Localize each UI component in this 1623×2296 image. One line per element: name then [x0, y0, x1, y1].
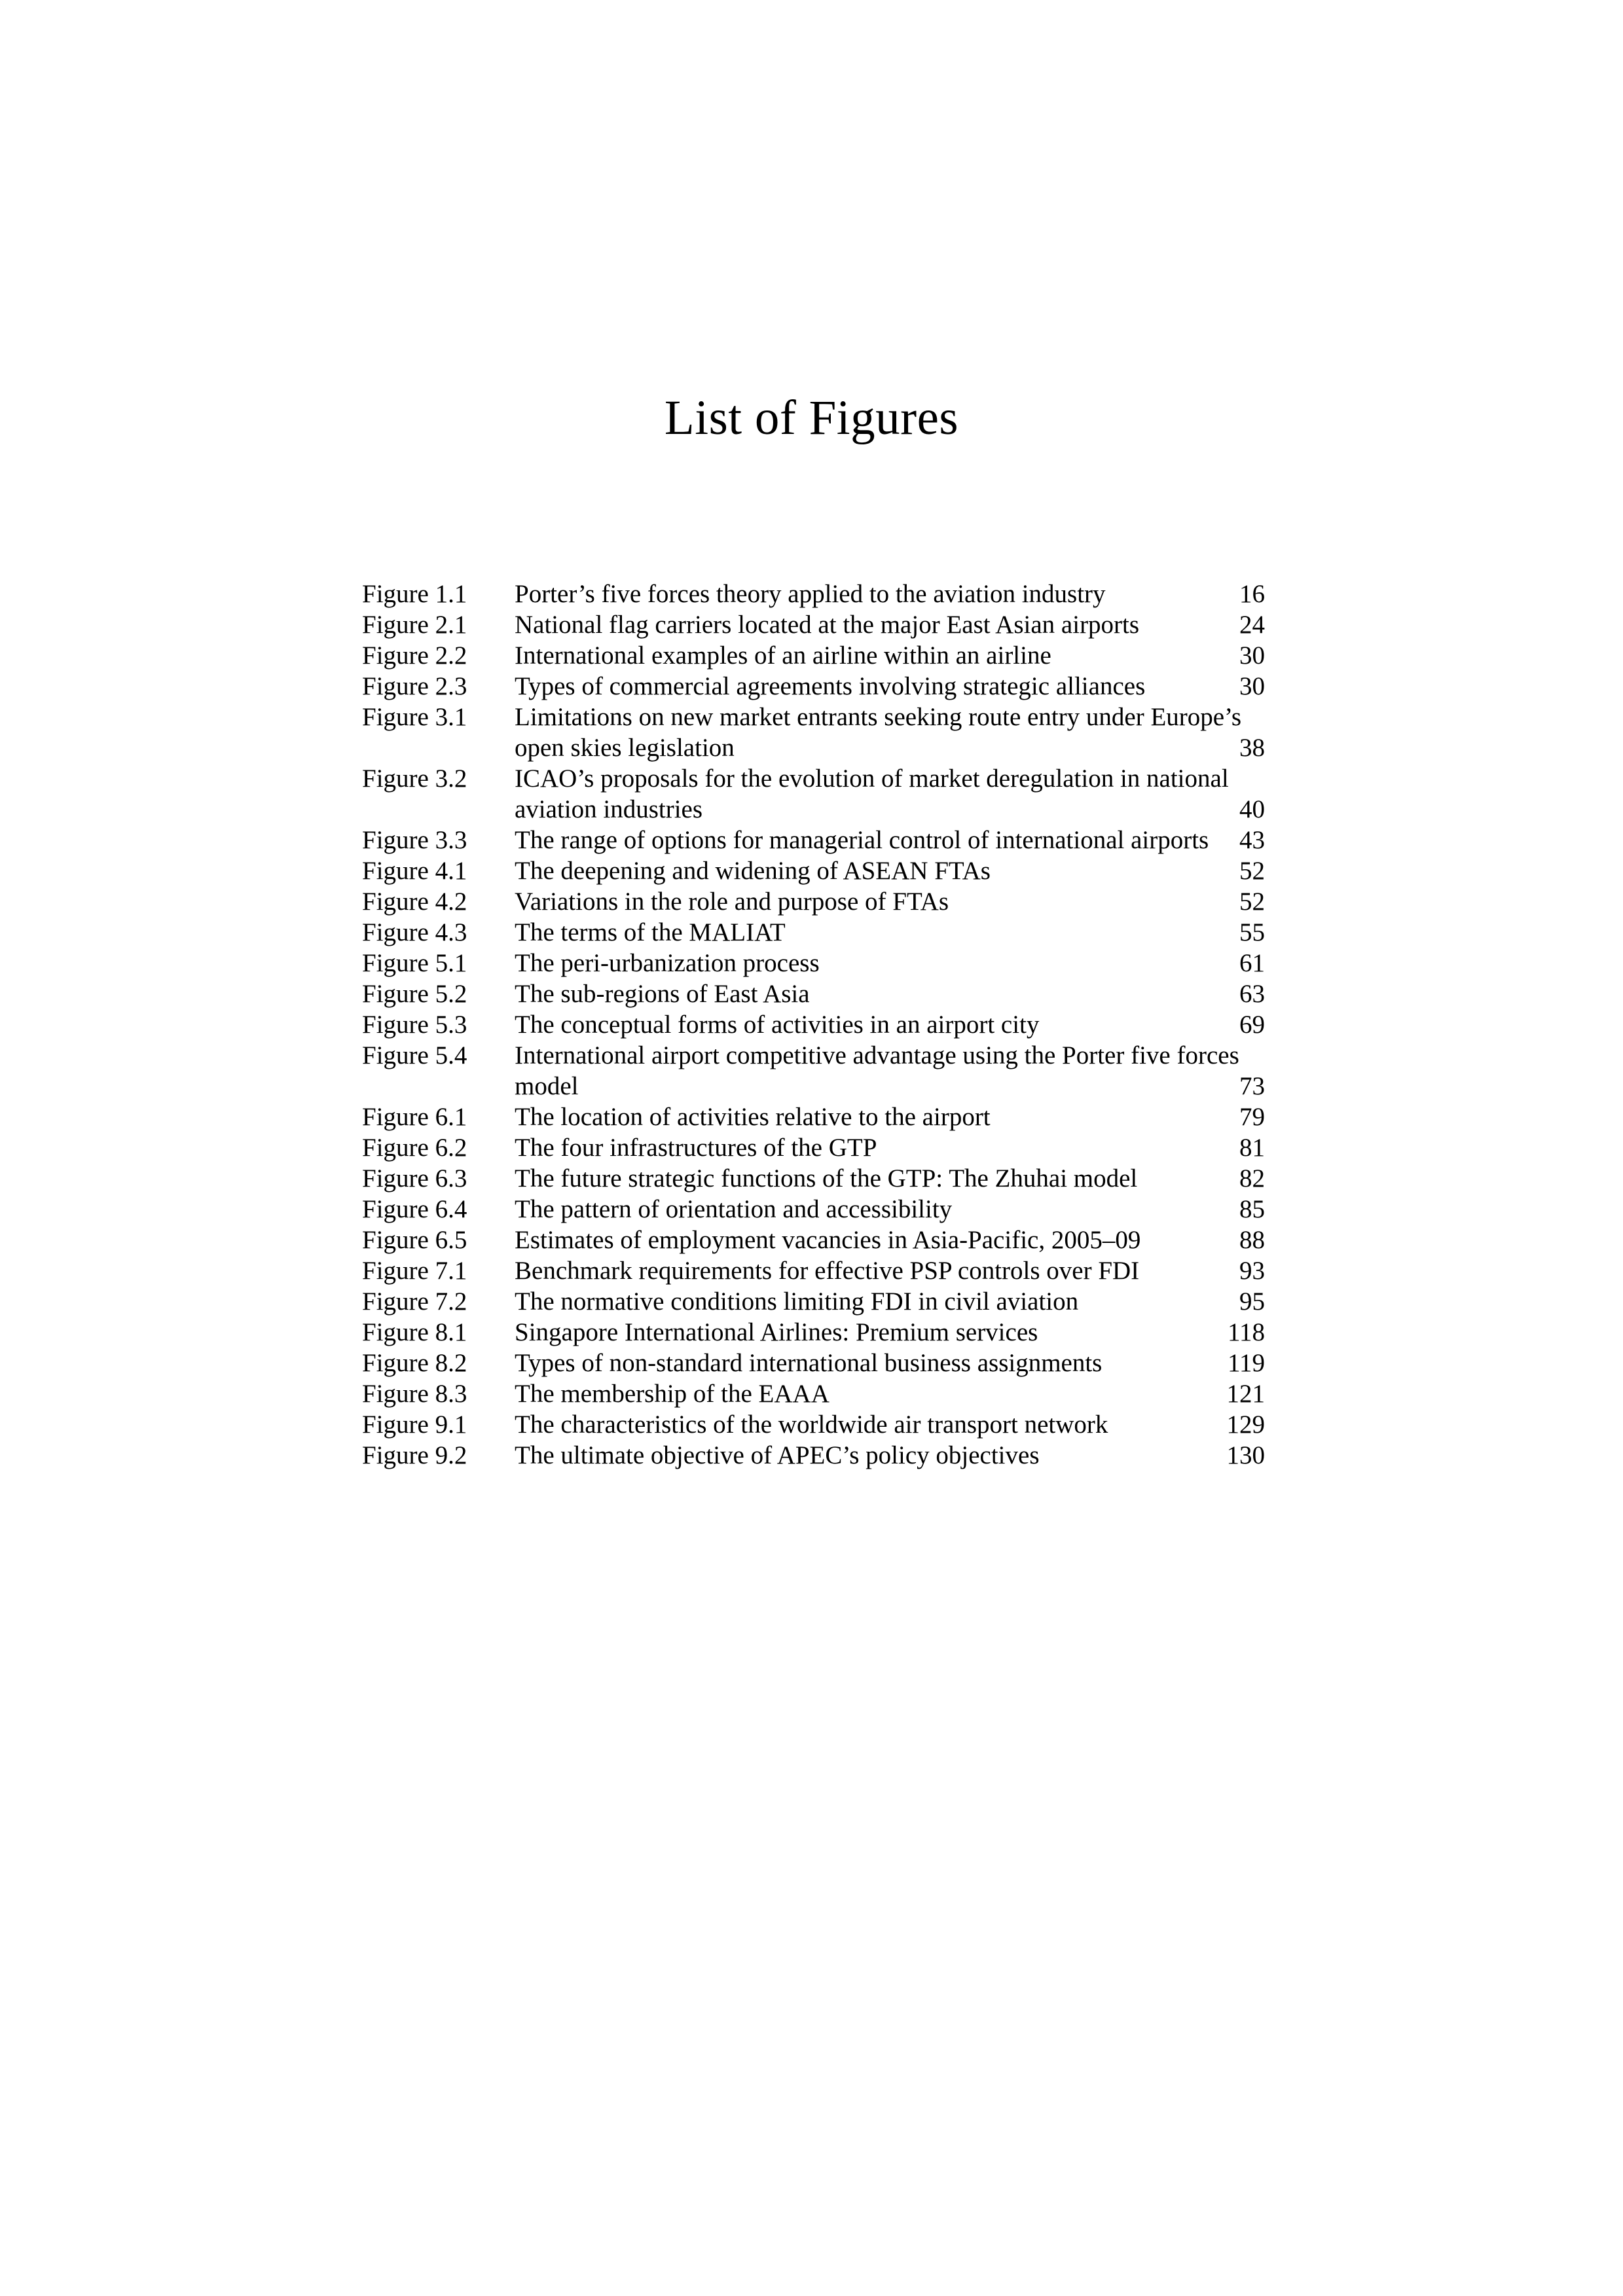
figure-caption: The range of options for managerial control of international airports — [515, 826, 1209, 854]
figure-label: Figure 8.1 — [362, 1318, 467, 1346]
figure-page-number: 63 — [1239, 980, 1265, 1008]
figure-caption: The characteristics of the worldwide air transport network — [515, 1410, 1108, 1439]
figure-label: Figure 9.2 — [362, 1441, 467, 1469]
figure-label: Figure 6.1 — [362, 1103, 467, 1131]
figure-row — [362, 948, 1265, 978]
figure-page-number: 52 — [1239, 857, 1265, 885]
figure-label: Figure 6.4 — [362, 1195, 467, 1223]
figure-row — [362, 1378, 1265, 1409]
figure-label: Figure 3.2 — [362, 764, 467, 793]
figure-label: Figure 2.3 — [362, 672, 467, 700]
figure-label: Figure 4.2 — [362, 888, 467, 916]
figure-page-number: 81 — [1239, 1134, 1265, 1162]
figure-row — [362, 1317, 1265, 1348]
figure-caption: Estimates of employment vacancies in Asia-Pacific, 2005–09 — [515, 1226, 1141, 1254]
figure-caption: The peri-urbanization process — [515, 949, 820, 977]
figure-label: Figure 7.1 — [362, 1257, 467, 1285]
figure-row — [362, 886, 1265, 917]
figure-caption: International airport competitive advantage using the Porter five forces model — [515, 1041, 1239, 1100]
figure-caption: Porter’s five forces theory applied to the aviation industry — [515, 580, 1106, 608]
figure-caption: Types of commercial agreements involving strategic alliances — [515, 672, 1146, 700]
figure-page-number: 93 — [1239, 1257, 1265, 1285]
figure-row — [362, 579, 1265, 609]
figures-list — [362, 579, 1265, 1471]
figure-label: Figure 2.2 — [362, 641, 467, 670]
figure-row — [362, 1102, 1265, 1132]
figure-caption: Limitations on new market entrants seeking route entry under Europe’s open skies legislation — [515, 703, 1242, 762]
figure-page-number: 129 — [1226, 1410, 1265, 1439]
figure-label: Figure 2.1 — [362, 611, 467, 639]
figure-page-number: 16 — [1239, 580, 1265, 608]
figure-caption: Singapore International Airlines: Premium services — [515, 1318, 1038, 1346]
figure-caption: National flag carriers located at the major East Asian airports — [515, 611, 1140, 639]
figure-row — [362, 1194, 1265, 1225]
figure-label: Figure 6.2 — [362, 1134, 467, 1162]
figure-page-number: 43 — [1239, 826, 1265, 854]
figure-page-number: 30 — [1239, 672, 1265, 700]
figure-caption: The pattern of orientation and accessibility — [515, 1195, 953, 1223]
figure-page-number: 88 — [1239, 1226, 1265, 1254]
figure-caption: The location of activities relative to the airport — [515, 1103, 991, 1131]
figure-label: Figure 7.2 — [362, 1287, 467, 1316]
figure-label: Figure 3.3 — [362, 826, 467, 854]
figure-caption: Benchmark requirements for effective PSP controls over FDI — [515, 1257, 1140, 1285]
figure-page-number: 24 — [1239, 611, 1265, 639]
figure-row — [362, 1348, 1265, 1378]
figure-label: Figure 1.1 — [362, 580, 467, 608]
figure-page-number: 118 — [1227, 1318, 1265, 1346]
figure-label: Figure 5.1 — [362, 949, 467, 977]
figure-row — [362, 917, 1265, 948]
figure-label: Figure 5.2 — [362, 980, 467, 1008]
figure-row — [362, 1286, 1265, 1317]
figure-caption: The membership of the EAAA — [515, 1380, 830, 1408]
figure-label: Figure 6.5 — [362, 1226, 467, 1254]
figure-page-number: 69 — [1239, 1011, 1265, 1039]
figure-row — [362, 640, 1265, 671]
figure-caption: The terms of the MALIAT — [515, 918, 786, 946]
figure-caption: The future strategic functions of the GTP: The Zhuhai model — [515, 1164, 1138, 1193]
figure-row — [362, 1132, 1265, 1163]
figure-row — [362, 1163, 1265, 1194]
figure-caption: The four infrastructures of the GTP — [515, 1134, 877, 1162]
figure-label: Figure 5.3 — [362, 1011, 467, 1039]
figure-row — [362, 978, 1265, 1009]
figure-row — [362, 763, 1265, 825]
figure-row — [362, 825, 1265, 855]
figure-label: Figure 3.1 — [362, 703, 467, 731]
figure-label: Figure 4.1 — [362, 857, 467, 885]
figure-caption: ICAO’s proposals for the evolution of market deregulation in national aviation industries — [515, 764, 1229, 823]
figure-page-number: 40 — [1239, 795, 1265, 823]
figure-page-number: 95 — [1239, 1287, 1265, 1316]
figure-row — [362, 1040, 1265, 1102]
figure-page-number: 61 — [1239, 949, 1265, 977]
figure-page-number: 55 — [1239, 918, 1265, 946]
figure-row — [362, 1409, 1265, 1440]
figure-caption: Types of non-standard international business assignments — [515, 1349, 1103, 1377]
page-title: List of Figures — [664, 391, 959, 445]
figure-row — [362, 1009, 1265, 1040]
figure-page-number: 79 — [1239, 1103, 1265, 1131]
figure-row — [362, 1225, 1265, 1255]
figure-label: Figure 8.3 — [362, 1380, 467, 1408]
figure-label: Figure 9.1 — [362, 1410, 467, 1439]
figure-row — [362, 1440, 1265, 1471]
figure-caption: The ultimate objective of APEC’s policy objectives — [515, 1441, 1040, 1469]
figure-label: Figure 6.3 — [362, 1164, 467, 1193]
figure-row — [362, 702, 1265, 763]
figure-caption: International examples of an airline within an airline — [515, 641, 1051, 670]
figure-page-number: 119 — [1227, 1349, 1265, 1377]
figure-label: Figure 8.2 — [362, 1349, 467, 1377]
figure-caption: The conceptual forms of activities in an airport city — [515, 1011, 1040, 1039]
figure-caption: The sub-regions of East Asia — [515, 980, 810, 1008]
figure-page-number: 38 — [1239, 734, 1265, 762]
figure-page-number: 73 — [1239, 1072, 1265, 1100]
figure-row — [362, 1255, 1265, 1286]
figure-caption: Variations in the role and purpose of FTAs — [515, 888, 949, 916]
figure-label: Figure 5.4 — [362, 1041, 467, 1069]
figure-row — [362, 855, 1265, 886]
figure-caption: The normative conditions limiting FDI in civil aviation — [515, 1287, 1079, 1316]
figure-page-number: 121 — [1226, 1380, 1265, 1408]
figure-page-number: 30 — [1239, 641, 1265, 670]
figure-page-number: 130 — [1226, 1441, 1265, 1469]
figure-label: Figure 4.3 — [362, 918, 467, 946]
figure-page-number: 82 — [1239, 1164, 1265, 1193]
figure-row — [362, 609, 1265, 640]
figure-row — [362, 671, 1265, 702]
figure-page-number: 52 — [1239, 888, 1265, 916]
figure-page-number: 85 — [1239, 1195, 1265, 1223]
figure-caption: The deepening and widening of ASEAN FTAs — [515, 857, 991, 885]
